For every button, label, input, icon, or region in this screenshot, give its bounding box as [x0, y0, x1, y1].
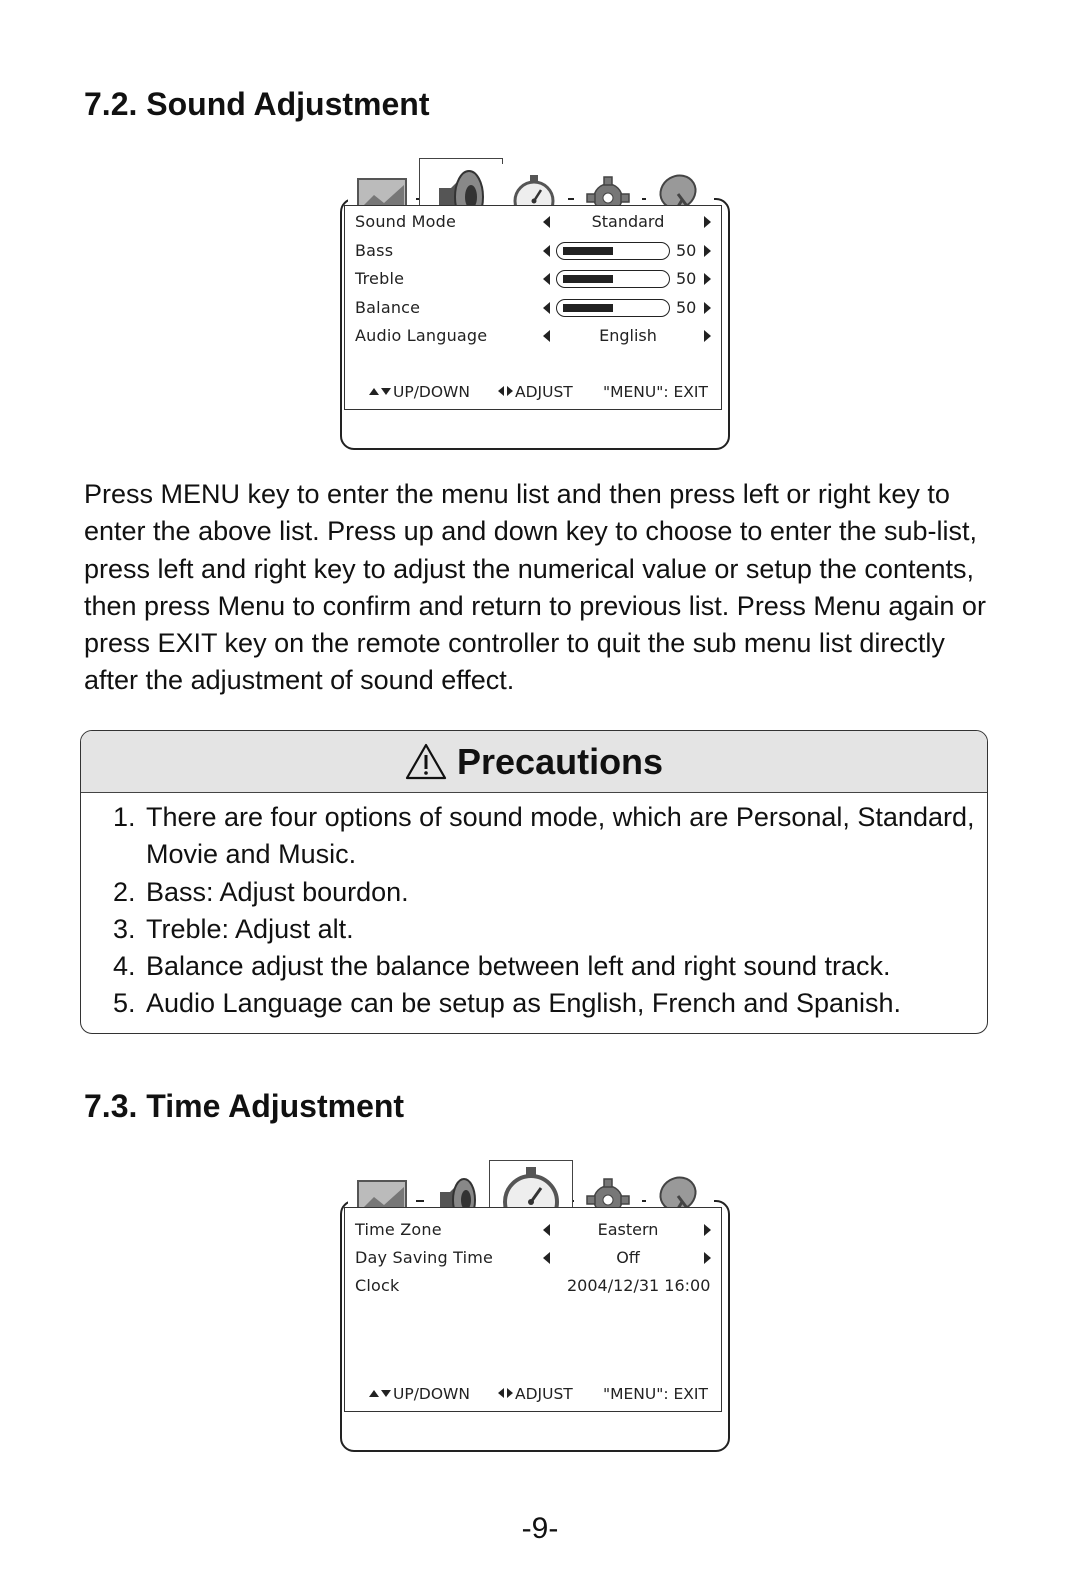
adjust-hint: ADJUST — [497, 383, 515, 401]
up-down-arrows-icon — [367, 385, 393, 397]
balance-row[interactable] — [355, 296, 715, 322]
time-zone-value: Eastern — [597, 1220, 659, 1239]
right-arrow-icon[interactable] — [704, 330, 711, 342]
right-arrow-icon[interactable] — [704, 273, 711, 285]
right-arrow-icon[interactable] — [704, 1252, 711, 1264]
osd-footer-hints — [367, 1385, 707, 1405]
sound-menu-panel — [344, 205, 722, 410]
sound-mode-value: Standard — [591, 212, 665, 231]
right-arrow-icon[interactable] — [704, 302, 711, 314]
sound-mode-label: Sound Mode — [355, 212, 457, 231]
precautions-box — [80, 730, 988, 1034]
list-item: 3. Treble: Adjust alt. — [113, 913, 354, 944]
list-item: 5. Audio Language can be setup as English, French and Spanish. — [113, 988, 902, 1019]
left-arrow-icon[interactable] — [543, 1252, 550, 1264]
precautions-title: Precautions — [457, 741, 664, 782]
audio-language-label: Audio Language — [355, 326, 488, 345]
left-arrow-icon[interactable] — [543, 245, 550, 257]
page-number: -9- — [521, 1512, 559, 1545]
up-down-arrows-icon — [367, 1387, 393, 1399]
clock-value: 2004/12/31 16:00 — [567, 1276, 711, 1295]
audio-language-value: English — [599, 326, 657, 345]
bass-slider[interactable] — [556, 242, 670, 260]
right-arrow-icon[interactable] — [704, 216, 711, 228]
time-section-heading: 7.3. Time Adjustment — [84, 1088, 405, 1124]
day-saving-time-value: Off — [616, 1248, 640, 1267]
day-saving-time-row[interactable] — [355, 1246, 715, 1272]
list-item: 1. There are four options of sound mode, which are Personal, Standard, Movie and Music. — [113, 802, 975, 870]
balance-slider[interactable] — [556, 299, 670, 317]
audio-language-row[interactable] — [355, 324, 715, 350]
exit-hint: "MENU": EXIT — [603, 1385, 708, 1403]
left-arrow-icon[interactable] — [543, 1224, 550, 1236]
left-arrow-icon[interactable] — [543, 302, 550, 314]
treble-value: 50 — [676, 269, 697, 288]
up-down-hint: UP/DOWN — [367, 1385, 393, 1403]
list-item: 4. Balance adjust the balance between left and right sound track. — [113, 951, 891, 982]
left-arrow-icon[interactable] — [543, 216, 550, 228]
right-arrow-icon[interactable] — [704, 245, 711, 257]
treble-label: Treble — [355, 269, 405, 288]
right-arrow-icon[interactable] — [704, 1224, 711, 1236]
time-zone-row[interactable] — [355, 1218, 715, 1244]
left-right-arrows-icon — [497, 385, 515, 397]
day-saving-time-label: Day Saving Time — [355, 1248, 494, 1267]
treble-slider[interactable] — [556, 270, 670, 288]
list-item: 2. Bass: Adjust bourdon. — [113, 876, 409, 907]
left-right-arrows-icon — [497, 1387, 515, 1399]
sound-osd-menu — [340, 158, 728, 448]
left-arrow-icon[interactable] — [543, 273, 550, 285]
clock-label: Clock — [355, 1276, 400, 1295]
clock-row[interactable] — [355, 1274, 715, 1300]
sound-mode-row[interactable] — [355, 210, 715, 236]
precautions-list — [81, 799, 981, 1023]
left-arrow-icon[interactable] — [543, 330, 550, 342]
treble-row[interactable] — [355, 267, 715, 293]
time-osd-menu — [340, 1160, 728, 1450]
adjust-hint: ADJUST — [497, 1385, 515, 1403]
bass-value: 50 — [676, 241, 697, 260]
sound-description: Press MENU key to enter the menu list and then press left or right key to enter the above list. Press up and down key to choose to enter the sub-list, press left and right key to adjust the numerical value or setup the contents, then press Menu to confirm and return to previous list. Press Menu again or press EXIT key on the remote controller to quit the sub menu list directly after the adjustment of sound effect. — [84, 479, 986, 696]
exit-hint: "MENU": EXIT — [603, 383, 708, 401]
sound-section-heading: 7.2. Sound Adjustment — [84, 86, 430, 122]
warning-icon — [405, 743, 447, 781]
balance-label: Balance — [355, 298, 421, 317]
bass-row[interactable] — [355, 239, 715, 265]
time-menu-panel — [344, 1207, 722, 1412]
precautions-header — [81, 731, 987, 793]
osd-footer-hints — [367, 383, 707, 403]
bass-label: Bass — [355, 241, 394, 260]
up-down-hint: UP/DOWN — [367, 383, 393, 401]
time-zone-label: Time Zone — [355, 1220, 442, 1239]
balance-value: 50 — [676, 298, 697, 317]
